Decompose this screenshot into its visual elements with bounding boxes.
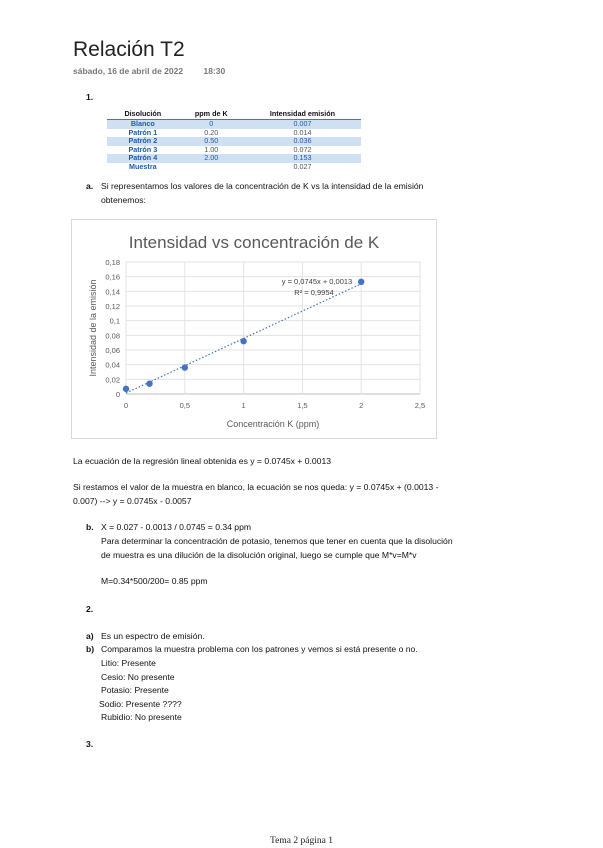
chart-y-tick-label: 0,14 — [105, 287, 120, 297]
chart-x-tick-label: 0,5 — [179, 401, 191, 410]
page-title: Relación T2 — [73, 38, 185, 61]
chart-data-point — [358, 279, 364, 285]
table-cell: 0.153 — [244, 154, 361, 163]
element-sodio: Sodio: Presente ???? — [99, 699, 182, 709]
table-header-row — [107, 108, 361, 120]
item-b-line-4: M=0.34*500/200= 0.85 ppm — [101, 576, 208, 586]
item-a-line-2: obtenemos: — [101, 195, 146, 205]
chart-data-point — [240, 338, 246, 344]
chart-equation-label: y = 0,0745x + 0,0013 — [281, 277, 353, 286]
element-rubidio: Rubidio: No presente — [101, 712, 182, 722]
table-cell: 0.036 — [244, 137, 361, 146]
table-cell: Patrón 1 — [128, 127, 158, 137]
table-cell: 2.00 — [179, 154, 244, 163]
table-cell: 0.027 — [293, 161, 312, 171]
chart-r2-label: R² = 0,9954 — [294, 288, 334, 297]
chart-x-tick-label: 2 — [359, 401, 364, 410]
element-litio: Litio: Presente — [101, 658, 156, 668]
chart-container — [71, 219, 437, 439]
chart-y-tick-label: 0,18 — [105, 258, 120, 267]
table-row — [107, 163, 361, 172]
table-cell: Blanco — [107, 120, 179, 129]
chart-x-tick-label: 0 — [123, 401, 129, 410]
page-footer: Tema 2 página 1 — [270, 836, 333, 846]
item-b-line-1: X = 0.027 - 0.0013 / 0.0745 = 0.34 ppm — [101, 522, 252, 532]
item-b-line-2: Para determinar la concentración de potasio, tenemos que tener en cuenta que la disolución — [101, 536, 453, 546]
table-header-ppm: ppm de K — [179, 108, 244, 120]
chart-y-tick-label: 0,06 — [105, 346, 120, 355]
page-date: sábado, 16 de abril de 2022 — [73, 66, 184, 76]
table-cell: 0 — [179, 120, 244, 129]
table-cell — [179, 163, 244, 172]
chart-y-tick-label: 0,16 — [105, 272, 120, 282]
chart-y-tick-label: 0,08 — [105, 331, 120, 341]
chart-data-point — [123, 386, 129, 392]
chart-data-point — [146, 381, 152, 387]
item-2a-text: Es un espectro de emisión. — [101, 631, 205, 641]
table-header-disolucion: Disolución — [107, 108, 179, 120]
table-cell: 0.20 — [204, 127, 219, 137]
chart-x-tick-label: 1,5 — [297, 401, 308, 410]
table-cell: 0.014 — [293, 127, 312, 137]
table-cell: Patrón 2 — [107, 137, 179, 146]
page-meta — [73, 66, 243, 76]
chart-x-tick-label: 1 — [241, 401, 246, 410]
section-number-2: 2. — [86, 604, 94, 614]
item-2b-text: Comparamos la muestra problema con los patrones y vemos si está presente o no. — [101, 644, 418, 654]
table-cell: 0.50 — [179, 137, 244, 146]
blank-text-line-1: Si restamos el valor de la muestra en blanco, la ecuación se nos queda: y = 0.0745x + (0.0013 - — [73, 482, 439, 492]
data-table — [107, 108, 361, 172]
item-a-line-1: Si representamos los valores de la concentración de K vs la intensidad de la emisión — [101, 181, 424, 191]
chart-data-point — [182, 364, 188, 370]
table-header-intensidad: Intensidad emisión — [244, 108, 361, 120]
table-cell: 0.072 — [293, 144, 312, 154]
chart-y-tick-label: 0 — [115, 390, 120, 399]
item-a-marker: a. — [86, 181, 94, 191]
item-b-marker: b. — [86, 522, 94, 532]
chart-y-tick-label: 0,1 — [109, 316, 120, 326]
chart-x-tick-label: 2,5 — [414, 401, 426, 410]
item-b-line-3: de muestra es una dilución de la disolución original, luego se cumple que M*v=M*v — [101, 550, 417, 560]
table-cell: Patrón 4 — [107, 154, 179, 163]
blank-text-line-2: 0.007) --> y = 0.0745x - 0.0057 — [73, 496, 192, 506]
table-cell: 1.00 — [204, 144, 219, 154]
chart-y-tick-label: 0,04 — [105, 360, 120, 370]
chart-x-axis-label: Concentración K (ppm) — [226, 419, 320, 429]
item-2a-marker: a) — [86, 631, 94, 641]
item-2b-marker: b) — [86, 644, 95, 654]
chart-y-tick-label: 0,02 — [105, 375, 120, 385]
table-cell: Patrón 3 — [128, 144, 158, 154]
chart-y-tick-label: 0,12 — [105, 302, 120, 311]
table-cell: 0.007 — [244, 120, 361, 129]
section-number-1: 1. — [86, 92, 94, 102]
chart-y-axis-label: Intensidad de la emisión — [88, 279, 98, 377]
regression-text: La ecuación de la regresión lineal obtenida es y = 0.0745x + 0.0013 — [73, 456, 332, 466]
element-potasio: Potasio: Presente — [101, 685, 169, 695]
section-number-3: 3. — [86, 739, 94, 749]
chart-title: Intensidad vs concentración de K — [128, 233, 380, 252]
chart-svg — [72, 220, 436, 438]
table-cell: Muestra — [129, 161, 157, 171]
page-time: 18:30 — [203, 66, 226, 76]
element-cesio: Cesio: No presente — [101, 672, 175, 682]
